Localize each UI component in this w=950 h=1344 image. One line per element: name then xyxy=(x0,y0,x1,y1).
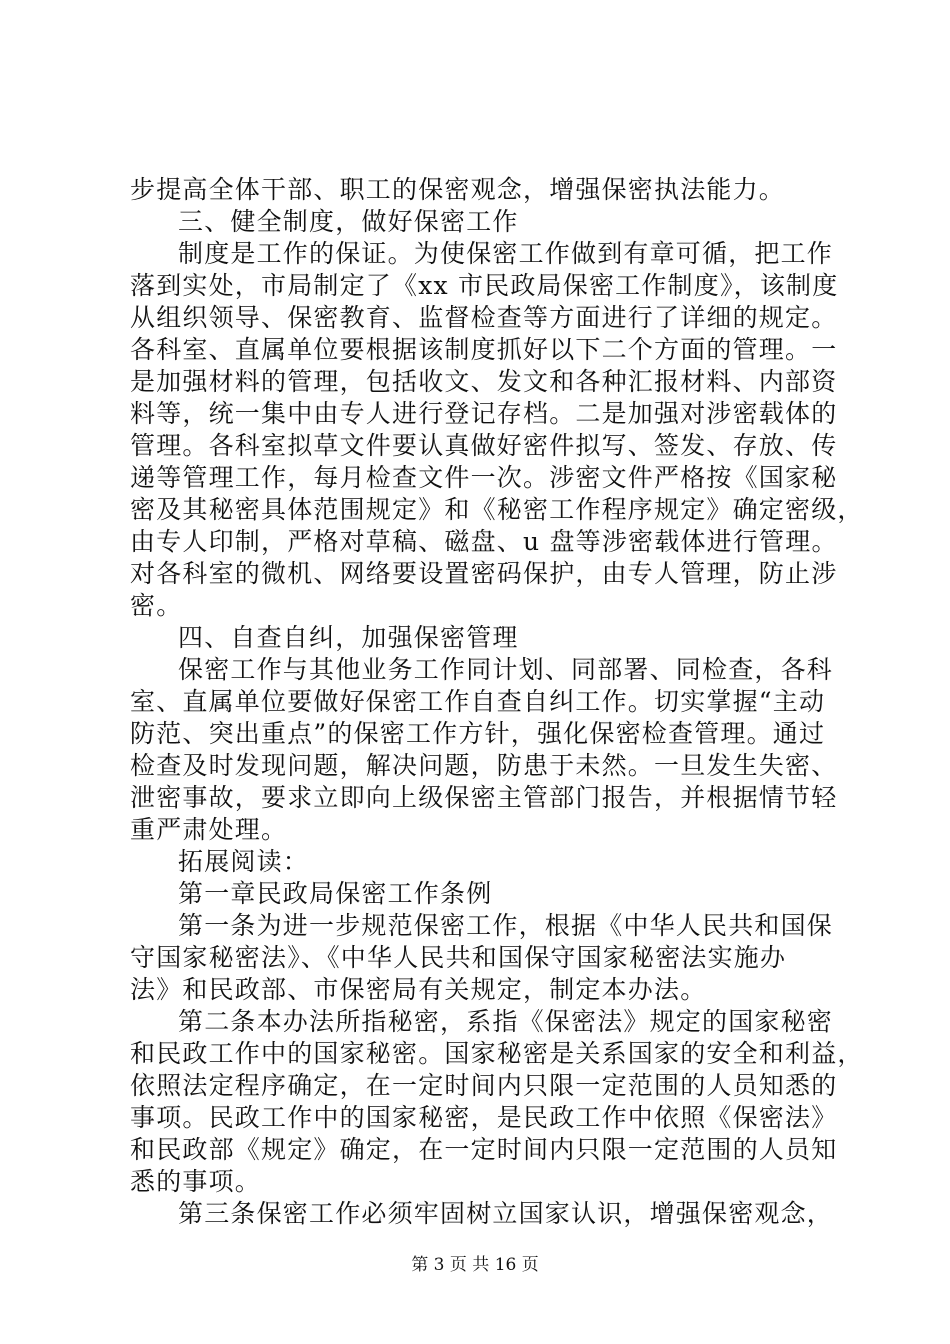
text-line: 守国家秘密法》、《中华人民共和国保守国家秘密法实施办 xyxy=(130,943,787,972)
text-line: 三、健全制度，做好保密工作 xyxy=(178,207,519,236)
text-line: 拓展阅读： xyxy=(178,847,310,876)
text-line: 重严肃处理。 xyxy=(130,815,288,844)
text-line: 密及其秘密具体范围规定》和《秘密工作程序规定》确定密级， xyxy=(130,495,864,524)
text-line: 保密工作与其他业务工作同计划、同部署、同检查，各科 xyxy=(178,655,834,684)
text-line: 事项。民政工作中的国家秘密，是民政工作中依照《保密法》 xyxy=(130,1103,838,1132)
text-line: 泄密事故，要求立即向上级保密主管部门报告，并根据情节轻 xyxy=(130,783,838,812)
text-line: 法》和民政部、市保密局有关规定，制定本办法。 xyxy=(130,975,707,1004)
text-line: 第三条保密工作必须牢固树立国家认识，增强保密观念， xyxy=(178,1199,834,1228)
text-line: 递等管理工作，每月检查文件一次。涉密文件严格按《国家秘 xyxy=(130,463,838,492)
text-line: 从组织领导、保密教育、监督检查等方面进行了详细的规定。 xyxy=(130,303,838,332)
text-line: 悉的事项。 xyxy=(130,1167,262,1196)
text-line: 落到实处，市局制定了《xx 市民政局保密工作制度》，该制度 xyxy=(130,271,839,300)
text-line: 步提高全体干部、职工的保密观念，增强保密执法能力。 xyxy=(130,175,786,204)
text-line: 密。 xyxy=(130,591,183,620)
text-line: 和民政部《规定》确定，在一定时间内只限一定范围的人员知 xyxy=(130,1135,838,1164)
text-line: 是加强材料的管理，包括收文、发文和各种汇报材料、内部资 xyxy=(130,367,838,396)
text-line: 依照法定程序确定，在一定时间内只限一定范围的人员知悉的 xyxy=(130,1071,838,1100)
text-line: 和民政工作中的国家秘密。国家秘密是关系国家的安全和利益， xyxy=(130,1039,864,1068)
text-line: 第一条为进一步规范保密工作，根据《中华人民共和国保 xyxy=(178,911,834,940)
text-line: 室、直属单位要做好保密工作自查自纠工作。切实掌握“主动 xyxy=(130,687,826,716)
text-line: 对各科室的微机、网络要设置密码保护，由专人管理，防止涉 xyxy=(130,559,838,588)
text-line: 防范、突出重点”的保密工作方针，强化保密检查管理。通过 xyxy=(130,719,826,748)
text-line: 由专人印制，严格对草稿、磁盘、u 盘等涉密载体进行管理。 xyxy=(130,527,838,556)
document-body xyxy=(130,174,864,1230)
text-line: 第二条本办法所指秘密，系指《保密法》规定的国家秘密 xyxy=(178,1007,834,1036)
text-line: 检查及时发现问题，解决问题，防患于未然。一旦发生失密、 xyxy=(130,751,838,780)
text-line: 四、自查自纠，加强保密管理 xyxy=(178,623,519,652)
text-line: 各科室、直属单位要根据该制度抓好以下二个方面的管理。一 xyxy=(130,335,838,364)
text-line: 料等，统一集中由专人进行登记存档。二是加强对涉密载体的 xyxy=(130,399,838,428)
text-line: 制度是工作的保证。为使保密工作做到有章可循，把工作 xyxy=(178,239,834,268)
page-footer: 第 3 页 共 16 页 xyxy=(411,1255,539,1275)
text-line: 管理。各科室拟草文件要认真做好密件拟写、签发、存放、传 xyxy=(130,431,838,460)
text-line: 第一章民政局保密工作条例 xyxy=(178,879,493,908)
